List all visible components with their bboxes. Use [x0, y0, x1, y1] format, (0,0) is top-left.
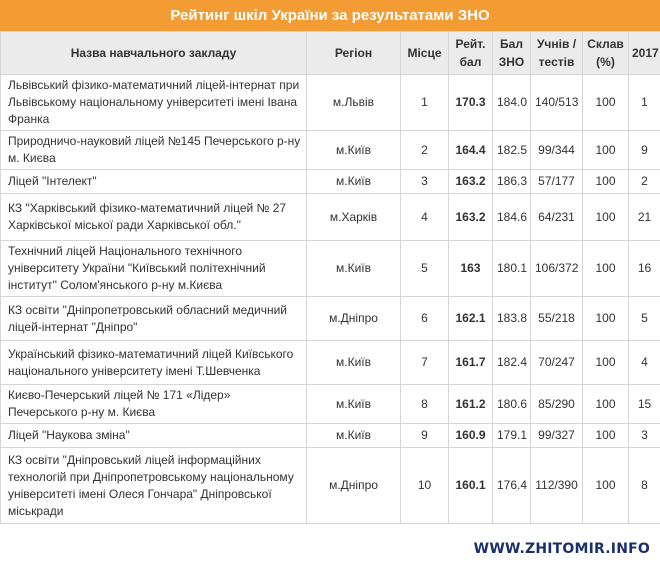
header-rating: Рейт. бал	[449, 32, 493, 75]
cell-students: 70/247	[531, 341, 583, 385]
cell-region: м.Київ	[307, 241, 401, 297]
cell-rating: 163.2	[449, 194, 493, 241]
cell-name: Києво-Печерський ліцей № 171 «Лідер» Печерського р-ну м. Києва	[1, 385, 307, 424]
cell-composition: 100	[583, 194, 629, 241]
cell-place: 10	[401, 448, 449, 524]
cell-composition: 100	[583, 424, 629, 448]
cell-region: м.Київ	[307, 341, 401, 385]
cell-place: 4	[401, 194, 449, 241]
cell-place: 3	[401, 170, 449, 194]
cell-zno: 182.4	[493, 341, 531, 385]
cell-students: 85/290	[531, 385, 583, 424]
cell-region: м.Дніпро	[307, 448, 401, 524]
header-2017: 2017	[629, 32, 660, 75]
cell-students: 99/327	[531, 424, 583, 448]
cell-place: 8	[401, 385, 449, 424]
cell-region: м.Львів	[307, 75, 401, 131]
header-zno: Бал ЗНО	[493, 32, 531, 75]
cell-place: 6	[401, 297, 449, 341]
cell-composition: 100	[583, 385, 629, 424]
table-row	[1, 424, 660, 448]
table-row	[1, 194, 660, 241]
cell-composition: 100	[583, 341, 629, 385]
cell-composition: 100	[583, 75, 629, 131]
cell-y2017: 4	[629, 341, 660, 385]
cell-zno: 180.1	[493, 241, 531, 297]
cell-zno: 182.5	[493, 131, 531, 170]
table-row	[1, 75, 660, 131]
cell-name: Львівський фізико-математичний ліцей-інтернат при Львівському національному університеті імені Івана Франка	[1, 75, 307, 131]
cell-name: КЗ освіти "Дніпровський ліцей інформаційних технологій при Дніпропетровському національному університеті імені Олеся Гончара" Дніпровської міськради	[1, 448, 307, 524]
cell-place: 1	[401, 75, 449, 131]
cell-students: 57/177	[531, 170, 583, 194]
cell-rating: 160.9	[449, 424, 493, 448]
cell-composition: 100	[583, 241, 629, 297]
cell-region: м.Київ	[307, 170, 401, 194]
cell-region: м.Київ	[307, 131, 401, 170]
cell-y2017: 9	[629, 131, 660, 170]
header-students: Учнів / тестів	[531, 32, 583, 75]
cell-y2017: 3	[629, 424, 660, 448]
cell-rating: 161.2	[449, 385, 493, 424]
cell-name: Технічний ліцей Національного технічного університету України "Київський політехнічний інститут" Солом'янського р-ну м.Києва	[1, 241, 307, 297]
cell-region: м.Київ	[307, 385, 401, 424]
cell-rating: 163	[449, 241, 493, 297]
table-row	[1, 131, 660, 170]
cell-name: Ліцей "Наукова зміна"	[1, 424, 307, 448]
cell-name: КЗ освіти "Дніпропетровський обласний медичний ліцей-інтернат "Дніпро"	[1, 297, 307, 341]
cell-zno: 179.1	[493, 424, 531, 448]
cell-students: 140/513	[531, 75, 583, 131]
cell-rating: 170.3	[449, 75, 493, 131]
table-title: Рейтинг шкіл України за результатами ЗНО	[0, 0, 660, 31]
header-composition: Склав (%)	[583, 32, 629, 75]
cell-rating: 161.7	[449, 341, 493, 385]
cell-zno: 183.8	[493, 297, 531, 341]
cell-zno: 184.6	[493, 194, 531, 241]
cell-place: 7	[401, 341, 449, 385]
header-row	[1, 32, 660, 75]
cell-y2017: 15	[629, 385, 660, 424]
cell-place: 5	[401, 241, 449, 297]
rating-table	[0, 31, 660, 524]
cell-region: м.Харків	[307, 194, 401, 241]
cell-rating: 163.2	[449, 170, 493, 194]
table-row	[1, 170, 660, 194]
cell-name: КЗ "Харківський фізико-математичний ліцей № 27 Харківської міської ради Харківської обл."	[1, 194, 307, 241]
cell-y2017: 21	[629, 194, 660, 241]
cell-rating: 164.4	[449, 131, 493, 170]
cell-composition: 100	[583, 131, 629, 170]
table-row	[1, 341, 660, 385]
cell-composition: 100	[583, 170, 629, 194]
cell-y2017: 16	[629, 241, 660, 297]
cell-students: 112/390	[531, 448, 583, 524]
header-name: Назва навчального закладу	[1, 32, 307, 75]
cell-y2017: 1	[629, 75, 660, 131]
cell-region: м.Київ	[307, 424, 401, 448]
cell-composition: 100	[583, 448, 629, 524]
cell-composition: 100	[583, 297, 629, 341]
cell-y2017: 5	[629, 297, 660, 341]
table-row	[1, 297, 660, 341]
cell-rating: 160.1	[449, 448, 493, 524]
cell-rating: 162.1	[449, 297, 493, 341]
cell-zno: 184.0	[493, 75, 531, 131]
header-region: Регіон	[307, 32, 401, 75]
cell-region: м.Дніпро	[307, 297, 401, 341]
cell-name: Ліцей "Інтелект"	[1, 170, 307, 194]
cell-zno: 180.6	[493, 385, 531, 424]
cell-students: 106/372	[531, 241, 583, 297]
site-watermark: WWW.ZHITOMIR.INFO	[473, 541, 650, 557]
header-place: Місце	[401, 32, 449, 75]
table-row	[1, 241, 660, 297]
cell-zno: 176.4	[493, 448, 531, 524]
cell-students: 55/218	[531, 297, 583, 341]
cell-name: Український фізико-математичний ліцей Київського національного університету імені Т.Шевченка	[1, 341, 307, 385]
cell-place: 9	[401, 424, 449, 448]
cell-place: 2	[401, 131, 449, 170]
table-row	[1, 448, 660, 524]
cell-students: 99/344	[531, 131, 583, 170]
cell-zno: 186.3	[493, 170, 531, 194]
cell-y2017: 2	[629, 170, 660, 194]
cell-name: Природничо-науковий ліцей №145 Печерського р-ну м. Києва	[1, 131, 307, 170]
cell-y2017: 8	[629, 448, 660, 524]
table-row	[1, 385, 660, 424]
cell-students: 64/231	[531, 194, 583, 241]
